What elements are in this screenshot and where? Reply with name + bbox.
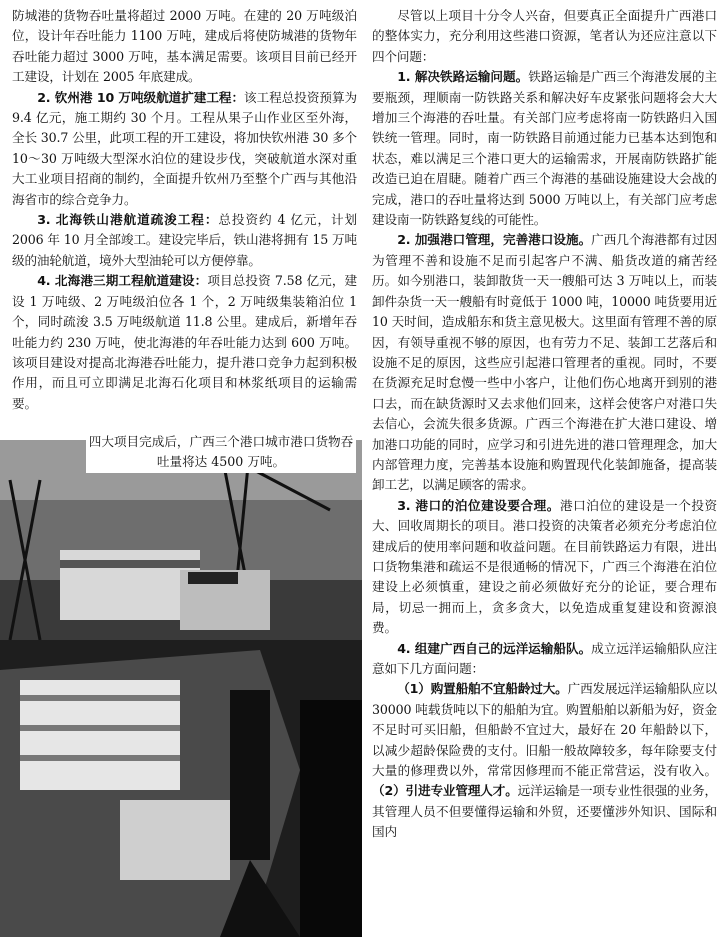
paragraph-text: 总投资约 4 亿元，计划 2006 年 10 月全部竣工。建设完毕后，铁山港将拥有 15 万吨级的油轮航道，境外大型油轮可以方便停靠。: [12, 212, 357, 268]
paragraph-text: 港口泊位的建设是一个投资大、回收周期长的项目。港口投资的决策者必须充分考虑泊位建成后的使用率问题和收益问题。在目前铁路运力有限，进出口货物集港和疏运不是很通畅的情况下，广西三个海港在泊位建设上必须慎重，建设之前必须做好充分的论证，要合理布局，切忌一拥而上，贪多贪大，以免造成重复建设和资源浪费。: [372, 497, 717, 636]
port-ship-illustration: [0, 440, 362, 937]
paragraph-qinzhou: [12, 88, 357, 210]
paragraph-tieshan: [12, 210, 357, 271]
paragraph-heading: 4. 北海港三期工程航道建设：: [37, 273, 208, 289]
paragraph-text: 广西几个海港都有过因为管理不善和设施不足而引起客户不满、船货改道的痛苦经历。如今别港口，装卸散货一天一艘船可达 3 万吨以上，而装卸件杂货一天一艘船有时竟低于 1000 吨，10000 吨货要用近 10 天时间，造成船东和货主意见极大。这里面有管理不善的原因，有领导重视不够的原因，也有劳力不足、装卸工艺落后和设施不足的原因，这些应引起港口管理者的重视。同时，不要在货源充足时怠慢一些中小客户，让他们伤心地离开到别的港口去，而在缺货源时又去求他们回来，这样会使客户对港口失去信心，会流失很多货源。广西三个海港在扩大港口建设、增加港口功能的同时，应学习和引进先进的港口管理理念，加大内部管理力度，完善基本设施和购置现代化装卸施备，提高装卸工艺，以满足顾客的需求。: [372, 232, 717, 493]
left-column: [12, 6, 357, 414]
paragraph-railway: [372, 67, 717, 230]
port-ship-photo: [0, 440, 362, 937]
paragraph-ship-age: [372, 679, 717, 842]
paragraph-text: 项目总投资 7.58 亿元，建设 1 万吨级、2 万吨级泊位各 1 个，2 万吨级集装箱泊位 1 个，同时疏浚 3.5 万吨级航道 11.8 公里。建成后，新增年吞吐能力约 230 万吨，使北海港的年吞吐能力达到 600 万吨。该项目建设对提高北海港吞吐能力，提升港口竞争力起到积极作用，而且可立即满足北海石化项目和林浆纸项目的运输需要。: [12, 273, 357, 411]
caption-text: 四大项目完成后，广西三个港口城市港口货物吞吐量将达 4500 万吨。: [88, 434, 354, 470]
paragraph-text: 防城港的货物吞吐量将超过 2000 万吨。在建的 20 万吨级泊位，设计年吞吐能力 1100 万吨，建成后将使防城港的货物年吞吐能力超过 3000 万吨，基本满足需要。该项目目前已经开工建设，计划在 2005 年底建成。: [12, 8, 357, 85]
paragraph-heading: 4. 组建广西自己的远洋运输船队。: [397, 640, 592, 656]
paragraph-heading: 3. 北海铁山港航道疏浚工程：: [37, 212, 219, 228]
right-column: [372, 6, 717, 843]
paragraph-text: 该工程总投资预算为 9.4 亿元，施工期约 30 个月。工程从果子山作业区至外海，全长 30.7 公里，此项工程的开工建设，将加快钦州港 30 多个 10～30 万吨级大型深水泊位的建设步伐，突破航道水深对重大工业项目招商的制约，全面提升钦州乃至整个广西与其他沿海省市的综合竞争力。: [12, 89, 357, 207]
paragraph-text: 成立远洋运输船队应注意如下几方面问题：: [372, 640, 717, 676]
paragraph-heading: 1. 解决铁路运输问题。: [397, 69, 529, 85]
paragraph-heading: 3. 港口的泊位建设要合理。: [397, 497, 560, 513]
paragraph-heading: （2）引进专业管理人才。: [372, 783, 518, 799]
paragraph-fleet: [372, 639, 717, 680]
paragraph-text: 铁路运输是广西三个海港发展的主要瓶颈，理顺南一防铁路关系和解决好车皮紧张问题将会大大增加三个海港的吞吐量。有关部门应考虑将南一防铁路归入国铁统一管理。同时，南一防铁路目前通过能力已基本达到饱和状态，难以满足三个港口更大的运输需求，开展南防铁路扩能改造已迫在眉睫。随着广西三个海港的基础设施建设大会战的完成，港口的吞吐量将达到 5000 万吨以上，有关部门应考虑建设南一防铁路复线的可能性。: [372, 69, 717, 228]
paragraph-text: 尽管以上项目十分令人兴奋，但要真正全面提升广西港口的整体实力，充分利用这些港口资源，笔者认为还应注意以下四个问题：: [372, 8, 717, 64]
paragraph-beihai: [12, 271, 357, 414]
paragraph-text: 远洋运输是一项专业性很强的业务，其管理人员不但要懂得运输和外贸，还要懂涉外知识、国际和国内: [372, 783, 717, 840]
photo-caption: [86, 432, 356, 473]
paragraph-text: 广西发展远洋运输船队应以 30000 吨载货吨以下的船舶为宜。购置船舶以新船为好，资金不足时可买旧船，但船龄不宜过大，最好在 20 年船龄以下，以减少超龄保险费的支付。旧船一般故障较多，每年除要支付大量的修理费以外，常常因修理而不能正常营运，没有收入。: [372, 681, 717, 779]
paragraph-heading: （1）购置船舶不宜船龄过大。: [397, 681, 568, 697]
paragraph-berths: [372, 496, 717, 639]
paragraph-heading: 2. 钦州港 10 万吨级航道扩建工程：: [37, 89, 245, 105]
paragraph-management: [372, 230, 717, 495]
paragraph-heading: 2. 加强港口管理，完善港口设施。: [397, 232, 592, 248]
paragraph-fangcheng: [12, 6, 357, 88]
paragraph-intro: [372, 6, 717, 67]
